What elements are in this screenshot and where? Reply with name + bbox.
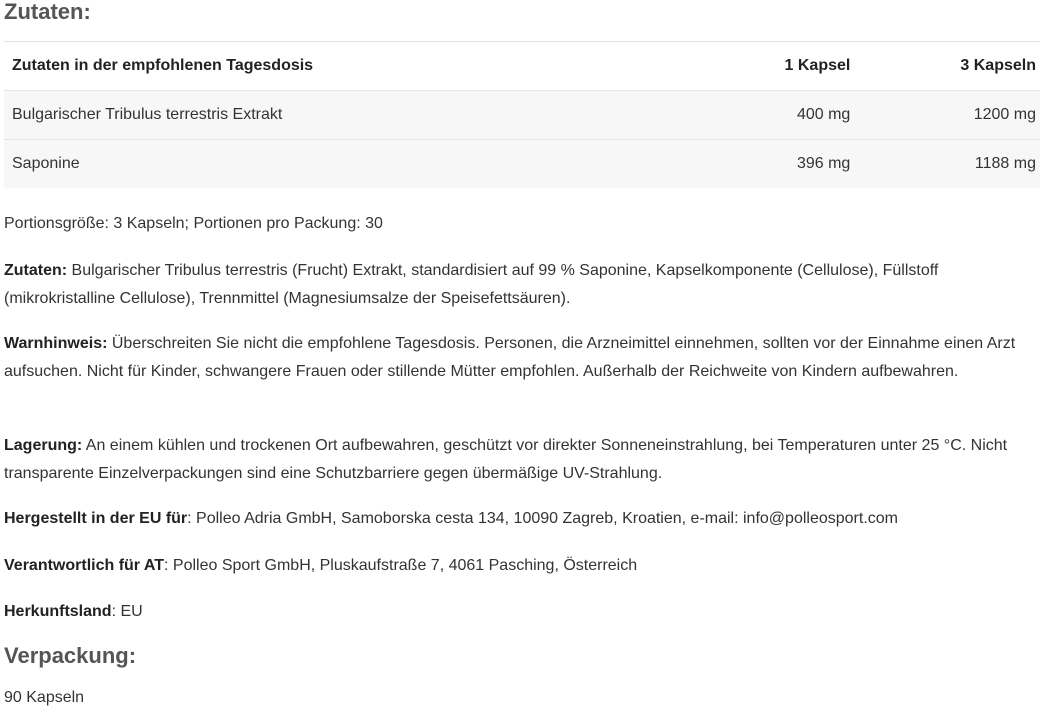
- table-cell-3-capsules: 1188 mg: [974, 155, 1036, 172]
- responsible-paragraph: [4, 552, 1040, 580]
- warning-text: Überschreiten Sie nicht die empfohlene Tagesdosis. Personen, die Arzneimittel einnehmen, sollten vor der Einnahme einen Arzt aufsuchen. Nicht für Kinder, schwangere Frauen oder stillende Mütter empfohlen. Außerhalb der Reichweite von Kindern aufbewahren.: [4, 335, 1016, 380]
- origin-paragraph: [4, 598, 1040, 626]
- table-header-3-capsules: 3 Kapseln: [960, 57, 1036, 74]
- ingredients-heading: Zutaten:: [4, 0, 91, 24]
- table-row: [4, 140, 1040, 189]
- table-cell-ingredient: Bulgarischer Tribulus terrestris Extrakt: [12, 106, 283, 123]
- table-header-1-capsule: 1 Kapsel: [784, 57, 851, 74]
- storage-label: Lagerung:: [4, 437, 83, 454]
- storage-paragraph: [4, 432, 1040, 487]
- table-row: [4, 91, 1040, 140]
- origin-label: Herkunftsland: [4, 603, 112, 620]
- ingredients-paragraph: [4, 257, 1040, 312]
- packaging-heading: Verpackung:: [4, 643, 137, 668]
- warning-paragraph: [4, 330, 1040, 385]
- portion-size-text: Portionsgröße: 3 Kapseln; Portionen pro Packung: 30: [4, 215, 383, 232]
- warning-label: Warnhinweis:: [4, 335, 108, 352]
- responsible-label: Verantwortlich für AT: [4, 557, 165, 574]
- packaging-text: 90 Kapseln: [4, 689, 85, 706]
- table-cell-1-capsule: 396 mg: [796, 155, 851, 172]
- origin-text: : EU: [111, 603, 143, 620]
- manufacturer-label: Hergestellt in der EU für: [4, 510, 188, 527]
- table-cell-3-capsules: 1200 mg: [973, 106, 1036, 123]
- ingredients-label: Zutaten:: [4, 262, 68, 279]
- manufacturer-text: : Polleo Adria GmbH, Samoborska cesta 134, 10090 Zagreb, Kroatien, e-mail: info@polleosport.com: [187, 510, 898, 527]
- table-header-row: [4, 42, 1040, 91]
- responsible-text: : Polleo Sport GmbH, Pluskaufstraße 7, 4061 Pasching, Österreich: [164, 557, 638, 574]
- ingredients-table: [4, 41, 1040, 188]
- ingredients-text: Bulgarischer Tribulus terrestris (Frucht) Extrakt, standardisiert auf 99 % Saponine, Kapselkomponente (Cellulose), Füllstoff (mikrokristalline Cellulose), Trennmittel (Magnesiumsalze der Speisefettsäuren).: [4, 262, 939, 307]
- table-cell-1-capsule: 400 mg: [796, 106, 851, 123]
- manufacturer-paragraph: [4, 505, 1040, 533]
- table-cell-ingredient: Saponine: [12, 155, 80, 172]
- storage-text: An einem kühlen und trockenen Ort aufbewahren, geschützt vor direkter Sonneneinstrahlung, bei Temperaturen unter 25 °C. Nicht transparente Einzelverpackungen sind eine Schutzbarriere gegen übermäßige UV-Strahlung.: [4, 437, 1008, 482]
- table-header-ingredient: Zutaten in der empfohlenen Tagesdosis: [12, 57, 314, 74]
